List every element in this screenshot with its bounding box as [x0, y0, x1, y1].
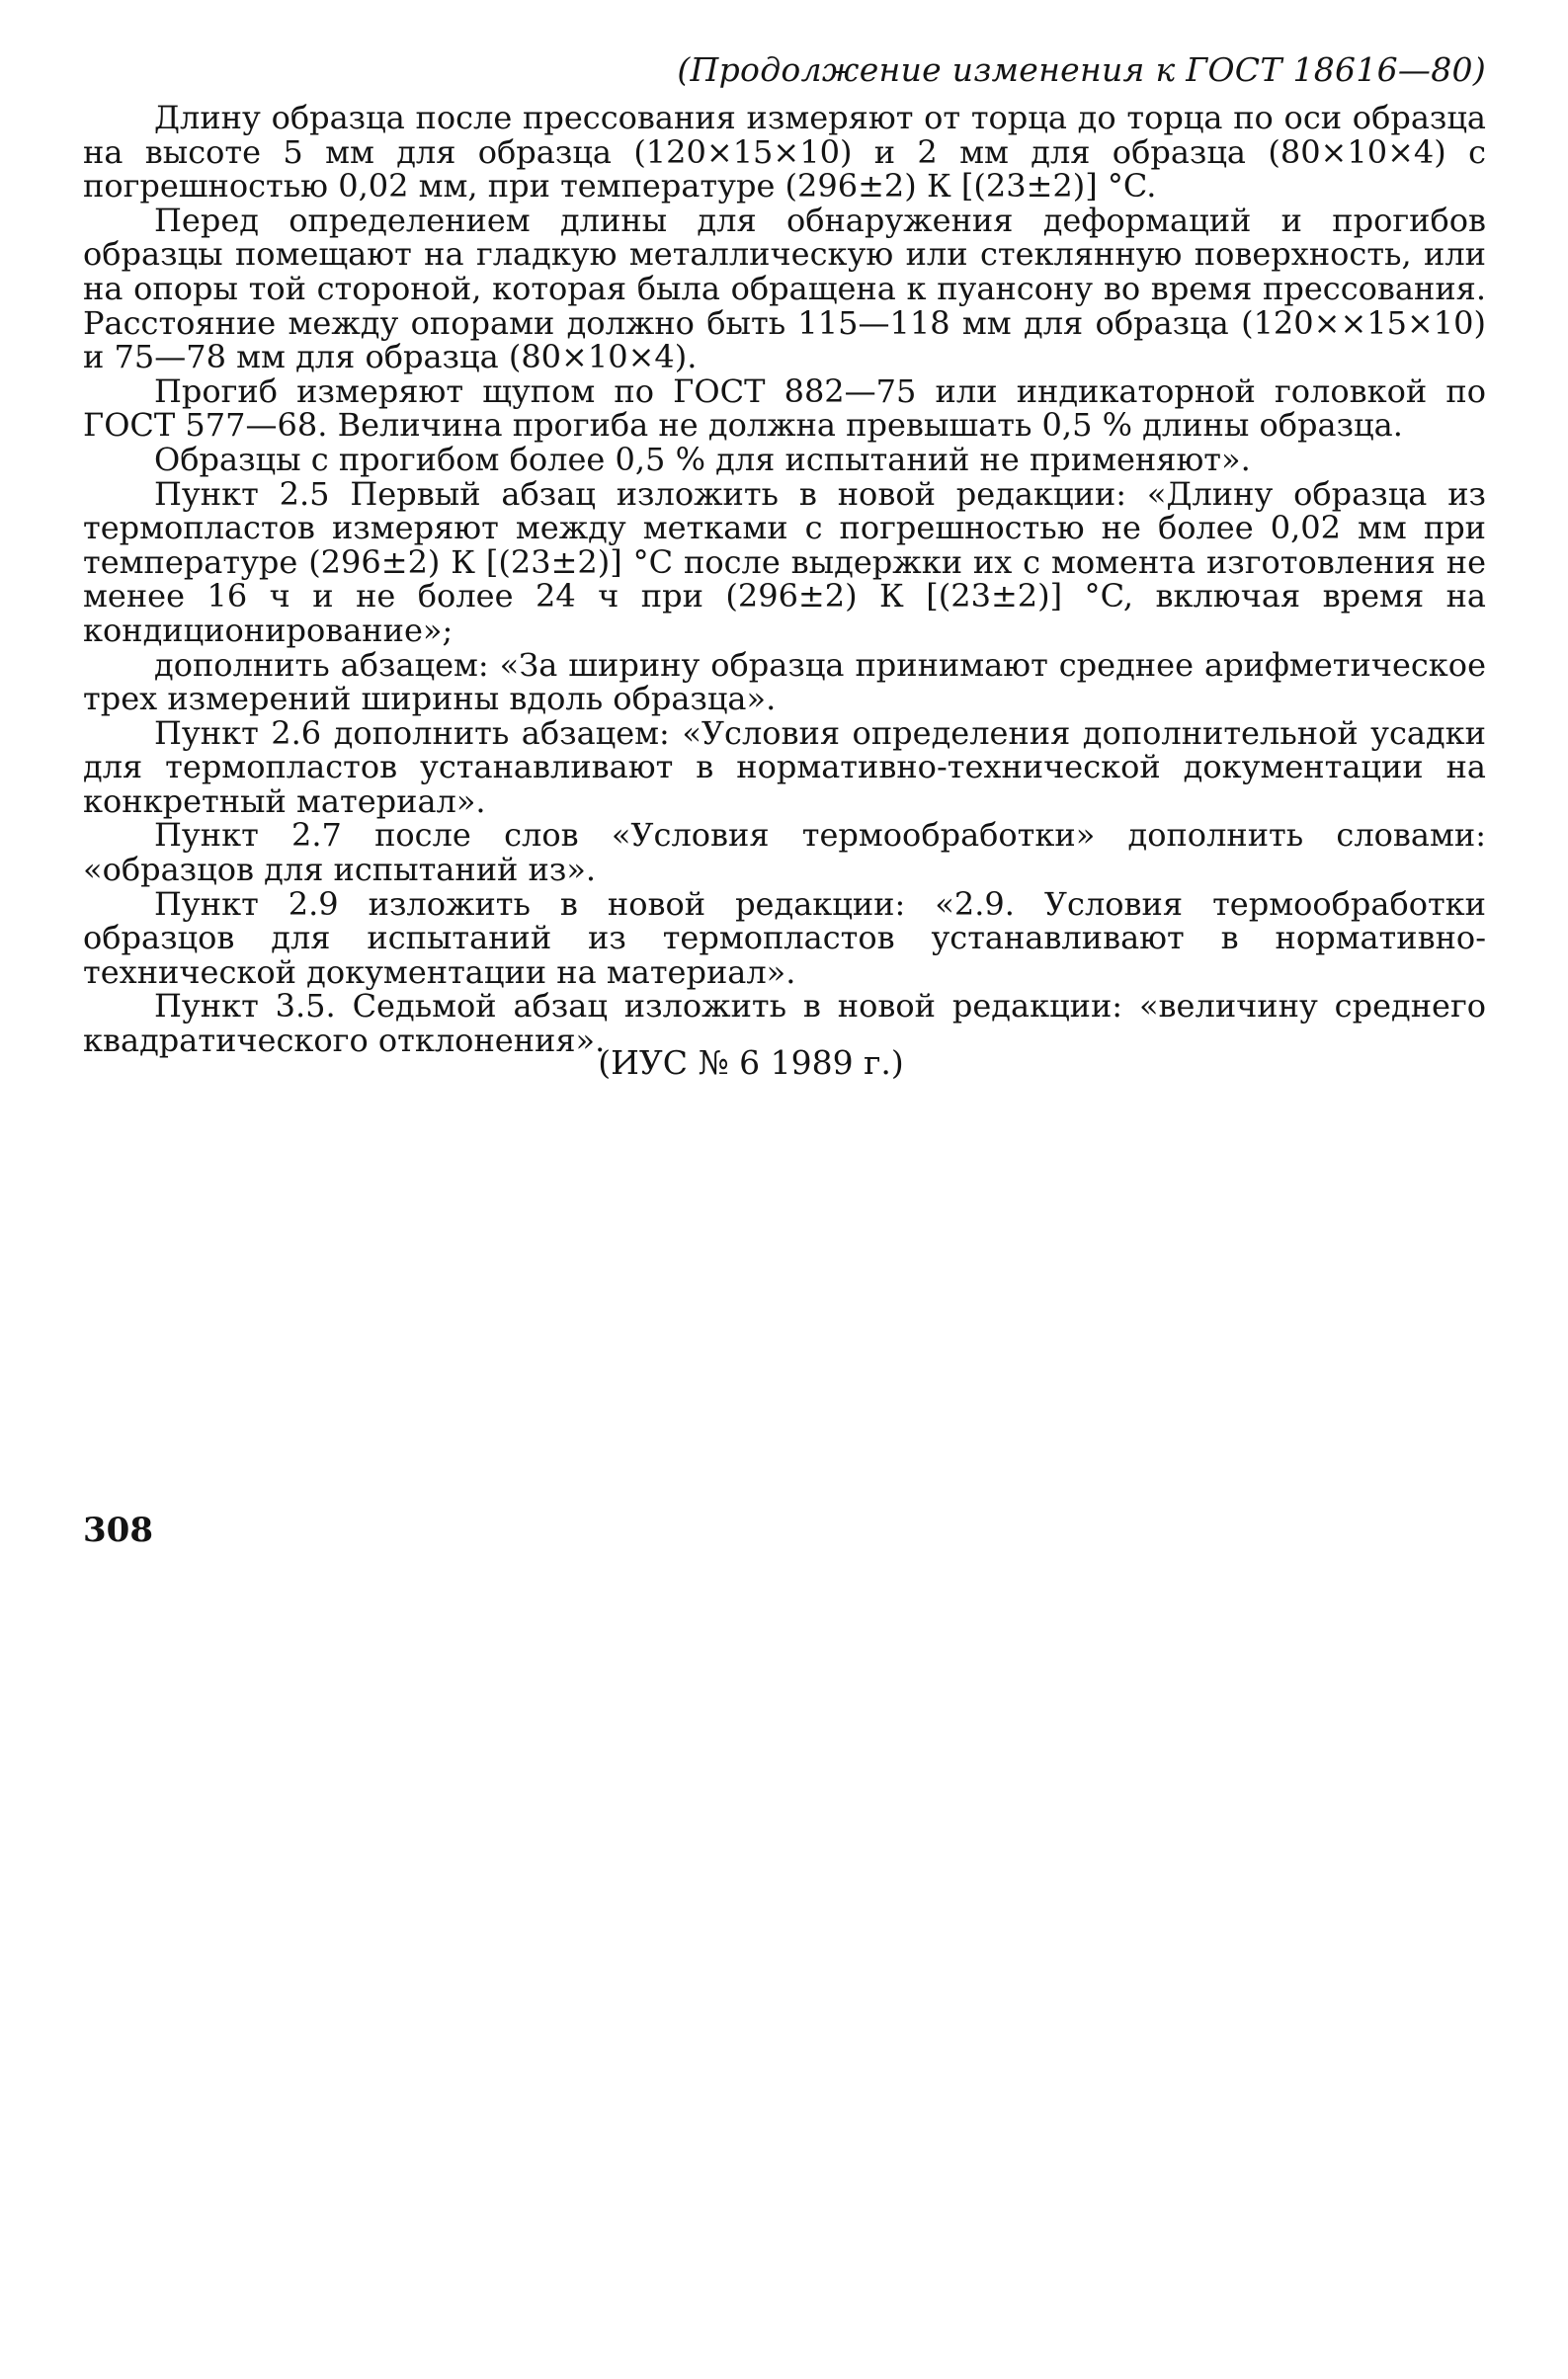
paragraph-deflection-measurement: Прогиб измеряют щупом по ГОСТ 882—75 или индикаторной головкой по ГОСТ 577—68. Величина прогиба не должна превышать 0,5 % длины образца.	[83, 371, 1486, 445]
paragraph-clause-2-9: Пункт 2.9 изложить в новой редакции: «2.9. Условия термообработки образцов для испытаний из термопластов устанавливают в нормативно-технической документации на материал».	[83, 884, 1486, 991]
paragraph-clause-3-5: Пункт 3.5. Седьмой абзац изложить в новой редакции: «величину среднего квадратического отклонения».	[83, 987, 1486, 1060]
continuation-header: (Продолжение изменения к ГОСТ 18616—80)	[677, 50, 1486, 89]
paragraph-deflection-limit: Образцы с прогибом более 0,5 % для испытаний не применяют».	[154, 440, 1251, 478]
document-body	[83, 101, 1486, 1058]
document-page	[83, 47, 1486, 1058]
paragraph-length-measurement: Длину образца после прессования измеряют от торца до торца по оси образца на высоте 5 мм для образца (120×15×10) и 2 мм для образца (80×10×4) с погрешностью 0,02 мм, при температуре (296±2) К [(23±2)] °C.	[83, 99, 1486, 205]
page-number: 308	[83, 1511, 153, 1550]
paragraph-clause-2-7: Пункт 2.7 после слов «Условия термообработки» дополнить словами: «образцов для испытаний из».	[83, 816, 1486, 889]
source-note: (ИУС № 6 1989 г.)	[598, 1043, 904, 1082]
paragraph-clause-2-6: Пункт 2.6 дополнить абзацем: «Условия определения дополнительной усадки для термопластов устанавливают в нормативно-технической документации на конкретный материал».	[83, 713, 1486, 820]
paragraph-deformation-check: Перед определением длины для обнаружения деформаций и прогибов образцы помещают на гладкую металлическую или стеклянную поверхность, или на опоры той стороной, которая была обращена к пуансону во время прессования. Расстояние между опорами должно быть 115—118 мм для образца (120××15×10) и 75—78 мм для образца (80×10×4).	[83, 201, 1486, 376]
paragraph-clause-2-5: Пункт 2.5 Первый абзац изложить в новой редакции: «Длину образца из термопластов измеряют между метками с погрешностью не более 0,02 мм при температуре (296±2) К [(23±2)] °C после выдержки их с момента изготовления не менее 16 ч и не более 24 ч при (296±2) К [(23±2)] °C, включая время на кондиционирование»;	[83, 474, 1487, 649]
paragraph-width-addition: дополнить абзацем: «За ширину образца принимают среднее арифметическое трех измерений ширины вдоль образца».	[83, 645, 1486, 718]
